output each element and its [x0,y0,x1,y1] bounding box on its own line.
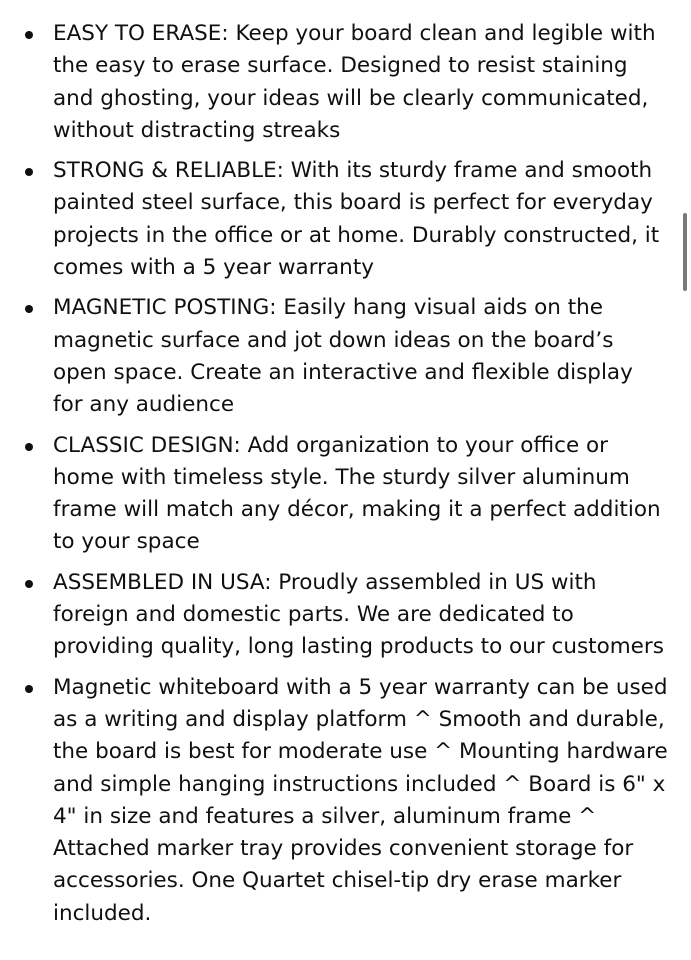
feature-bullet-list [0,18,691,938]
bullet-icon [25,685,33,693]
list-item [0,18,691,147]
bullet-icon [25,31,33,39]
feature-text: EASY TO ERASE: Keep your board clean and legible with the easy to erase surface. Designed to resist staining and ghosting, your ideas will be clearly communicated, without distracting streaks [53,21,656,143]
bullet-icon [25,305,33,313]
feature-text: CLASSIC DESIGN: Add organization to your office or home with timeless style. The sturdy silver aluminum frame will match any décor, making it a perfect addition to your space [53,432,661,555]
feature-text: Magnetic whiteboard with a 5 year warranty can be used as a writing and display platform ^ Smooth and durable, the board is best for moderate use ^ Mounting hardware and simple hanging instructions included ^ Board is 6" x 4" in size and features a silver, aluminum frame ^ Attached marker tray provides convenient storage for accessories. One Quartet chisel-tip dry erase marker included. [53,674,668,926]
bullet-icon [25,168,33,176]
bullet-icon [25,443,33,451]
feature-text: MAGNETIC POSTING: Easily hang visual aids on the magnetic surface and jot down ideas on the board’s open space. Create an interactive and flexible display for any audience [53,295,633,418]
feature-text: STRONG & RELIABLE: With its sturdy frame and smooth painted steel surface, this board is perfect for everyday projects in the office or at home. Durably constructed, it comes with a 5 year warranty [53,158,660,281]
scrollbar-thumb[interactable] [683,213,687,291]
list-item [0,292,691,421]
feature-text: ASSEMBLED IN USA: Proudly assembled in US with foreign and domestic parts. We are dedicated to providing quality, long lasting products to our customers [53,569,664,660]
list-item [0,672,691,930]
list-item [0,567,691,664]
scrollbar[interactable] [681,0,691,960]
list-item [0,155,691,284]
bullet-icon [25,580,33,588]
list-item [0,430,691,559]
